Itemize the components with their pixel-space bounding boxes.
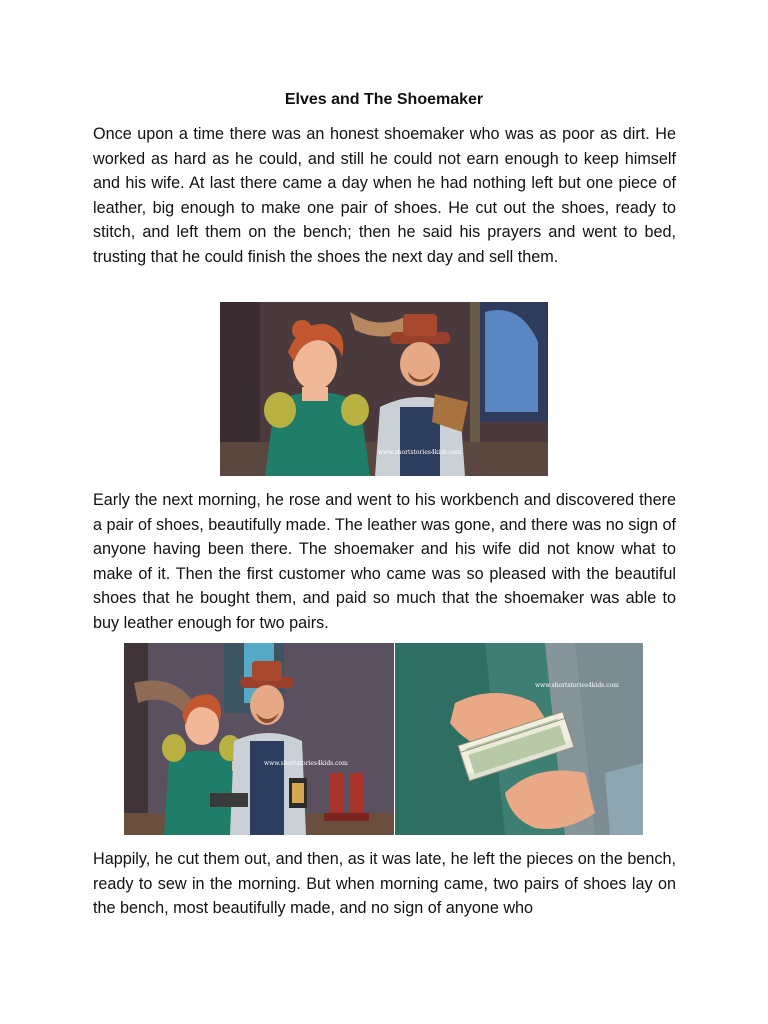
paragraph-1: Once upon a time there was an honest shoemaker who was as poor as dirt. He worked as hard as he could, and still he could not earn enough to keep himself and his wife. At last there came a day when he had nothing left but one piece of leather, big enough to make one pair of shoes. He cut out the shoes, ready to stitch, and left them on the bench; then he said his prayers and went to bed, trusting that he could finish the shoes the next day and sell them. bbox=[93, 125, 676, 266]
watermark-2: www.shortstories4kids.com bbox=[264, 760, 348, 767]
watermark-3: www.shortstories4kids.com bbox=[535, 682, 619, 689]
illustration-paying-money bbox=[395, 643, 643, 835]
story-title: Elves and The Shoemaker bbox=[284, 91, 484, 108]
illustration-shoemaker-and-wife bbox=[220, 302, 548, 476]
paragraph-3: Happily, he cut them out, and then, as it was late, he left the pieces on the bench, ready to sew in the morning. But when morning came, two pairs of shoes lay on the bench, most beautifully made, and no sign of anyone who bbox=[93, 850, 676, 917]
watermark-1: www.shortstories4kids.com bbox=[378, 449, 462, 456]
illustration-couple-at-workbench bbox=[124, 643, 394, 835]
paragraph-2: Early the next morning, he rose and went to his workbench and discovered there a pair of shoes, beautifully made. The leather was gone, and there was no sign of anyone having been there. The shoemaker and his wife did not know what to make of it. Then the first customer who came was so pleased with the beautiful shoes that he bought them, and paid so much that the shoemaker was able to buy leather enough for two pairs. bbox=[93, 491, 676, 632]
